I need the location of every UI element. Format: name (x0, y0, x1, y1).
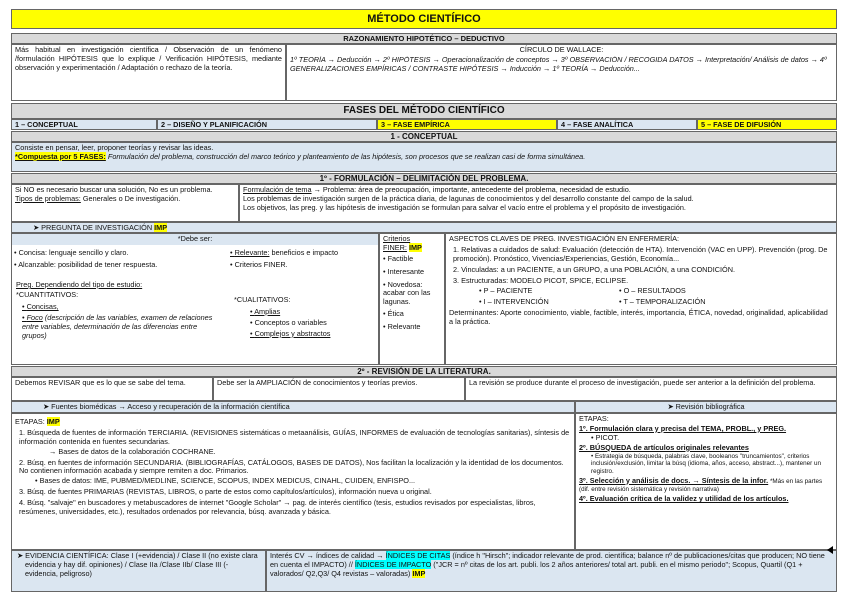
tab-difusion[interactable]: 5 – FASE DE DIFUSIÓN (697, 119, 837, 130)
aspectos-a3: 3. Estructuradas: MODELO PICOT, SPICE, ECLIPSE. (453, 275, 629, 285)
pregunta-imp: IMP (154, 223, 168, 232)
etapas-imp: IMP (46, 417, 60, 426)
criterio-novedosa: • Novedosa: acabar con las lagunas. (383, 281, 441, 308)
etapas-box: ETAPAS: IMP 1. Búsqueda de fuentes de información TERCIARIA. (REVISIONES sistemáticas o metaanálisis, GUÍAS, INFORMES de evaluación de tecnologías sanitarias), síntesis de información contenida en fuentes secundarias. → Bases de datos de la colaboración COCHRANE. 2. Búsq. en fuentes de información SECUNDARIA. (BIBLIOGRAFÍAS, CATÁLOGOS, BASES DE DATOS), Nos facilitan la localización y la identidad de los documentos. No contienen información acabada y siempre remiten a doc. Primarios. • Bases de datos: IME, PUBMED/MEDLINE, SCIENCE, SCOPUS, INDEX MEDICUS, CINAHL, CUIDEN, ENFISPO... 3. Búsq. de fuentes PRIMARIAS (REVISTAS, LIBROS, o parte de estos como capítulos/artículos), información nueva u original. 4. Búsq. "salvaje" en buscadores y metabuscadores de internet "Google Scholar" → pag. de interés científico (tesis, estudios revisados por especialistas, libros, resúmenes, universidades, etc.), resultados ordenados por relevancia, búsq. avanzada y básica. (11, 413, 575, 550)
picot-o: • O – RESULTADOS (619, 287, 686, 296)
formulacion-tema-label: Formulación de tema (243, 185, 312, 194)
evidencia-text: EVIDENCIA CIENTÍFICA: Clase I (+evidencia) / Clase II (no existe clara evidencia y hay dif. opiniones) / Clase IIa /Clase IIb/ Clase III (- evidencia, peligroso) (25, 551, 258, 578)
pregunta-label: ➤ PREGUNTA DE INVESTIGACIÓN (33, 223, 152, 232)
criterios-imp: IMP (408, 242, 422, 252)
debe-r1-label: • Relevante: (230, 248, 269, 257)
interes-box (266, 550, 837, 592)
debe-q2-label: • Foco (22, 313, 43, 322)
conceptual-line1: Consiste en pensar, leer, proponer teorías y revisar las ideas. (15, 143, 214, 152)
debe-c2: • Alcanzable: posibilidad de tener respuesta. (14, 261, 229, 270)
etapas2-box (575, 413, 837, 550)
debe-l3: • Complejos y abstractos (250, 330, 378, 339)
etapas2-s1: 1º. Formulación clara y precisa del TEMA, PROBL., y PREG. (579, 423, 787, 433)
fases-header: FASES DEL MÉTODO CIENTÍFICO (11, 103, 837, 119)
debe-title: *Debe ser: (12, 234, 378, 245)
picot-t: • T – TEMPORALIZACIÓN (619, 298, 706, 307)
etapas2-s1b: • PICOT. (579, 434, 833, 443)
interes-text1: Interés CV → índices de calidad → (270, 551, 384, 560)
formulacion-header: 1º - FORMULACIÓN – DELIMITACIÓN DEL PROBLEMA. (11, 173, 837, 184)
etapa-4: 4. Búsq. "salvaje" en buscadores y metabuscadores de internet "Google Scholar" → pag. de interés científico (tesis, estudios revisados por especialistas, libros, resúmenes, universidades, etc.), resultados ordenados por relevancia, búsq. avanzada y básica. (19, 498, 536, 517)
tab-empirica[interactable]: 3 – FASE EMPÍRICA (377, 119, 557, 130)
tipos-label: Tipos de problemas: (15, 193, 81, 203)
etapas2-s4: 4º. Evaluación crítica de la validez y utilidad de los artículos. (579, 494, 789, 504)
etapa-2b: • Bases de datos: IME, PUBMED/MEDLINE, SCIENCE, SCOPUS, INDEX MEDICUS, CINAHL, CUIDEN, ENFISPO... (15, 477, 571, 486)
etapa-3: 3. Búsq. de fuentes PRIMARIAS (REVISTAS, LIBROS, o parte de estos como capítulos/artículos), información nueva u original. (19, 487, 432, 497)
revision-c3: La revisión se produce durante el proceso de investigación, puede ser anterior a la definición del problema. (465, 377, 837, 401)
formulacion-right (239, 184, 837, 222)
formulacion-left1: Si NO es necesario buscar una solución, No es un problema. (15, 185, 213, 194)
interes-text2: (índice h "Hirsch"; indicador relevante de prod. científica; balance nº de publicaciones/citas que producen; NO tiene en cuenta el IMPACTO) // (270, 551, 825, 569)
tipos-text: Generales o De investigación. (80, 193, 181, 203)
compuesta-text: Formulación del problema, construcción del marco teórico y planteamiento de las hipótesis, son procesos que se realizan casi de forma simultánea. (105, 151, 586, 161)
debe-q1: • Concisas, (22, 303, 222, 312)
criterio-relevante: • Relevante (383, 323, 441, 332)
wallace-box (286, 44, 837, 101)
etapa-1: 1. Búsqueda de fuentes de información TERCIARIA. (REVISIONES sistemáticas o metaanálisis, GUÍAS, INFORMES de evaluación de tecnologías sanitarias), síntesis de información contenida en fuentes secundarias. (19, 427, 570, 446)
pregunta-bar (11, 222, 837, 233)
etapas2-s2b: • Estrategia de búsqueda, palabras clave, booleanos "truncamientos", criterios inclusión/exclusión, limitar la búsq (idioma, años, acceso, abstract...), mantener un registro. (579, 453, 833, 476)
wallace-text: 1º TEORÍA → Deducción → 2º HIPÓTESIS → Operacionalización de conceptos → 3º OBSERVACIÓN / RECOGIDA DATOS → Interpretación/ Análisis de datos → 4º GENERALIZACIONES EMPÍRICAS / CONTRASTE HIPÓTESIS → Inducción → 1º TEORÍA → Deducción... (290, 55, 827, 73)
debe-l2: • Conceptos o variables (250, 319, 378, 328)
criterio-factible: • Factible (383, 255, 441, 264)
etapas2-s3: 3º. Selección y análisis de docs. → Síntesis de la infor. (579, 475, 769, 485)
aspectos-det: Determinantes: Aporte conocimiento, viable, factible, interés, importancia, ÉTICA, novedad, originalidad, aplicabilidad a la práctica. (449, 308, 828, 327)
debe-l1: • Amplias (250, 308, 378, 317)
fuentes-label: ➤ Fuentes biomédicas → Acceso y recuperación de la información científica (43, 402, 290, 411)
formulacion-right2: Los problemas de investigación surgen de la práctica diaria, de lagunas de conocimientos y del desarrollo constante del campo de la salud. (243, 193, 694, 203)
conceptual-header: 1 - CONCEPTUAL (11, 131, 837, 142)
compuesta-label: *Compuesta por 5 FASES: (15, 151, 106, 161)
revision-header: 2º - REVISIÓN DE LA LITERATURA. (11, 366, 837, 377)
indices-impacto: ÍNDICES DE IMPACTO (354, 559, 432, 569)
revision-c2: Debe ser la AMPLIACIÓN de conocimientos y teorías previos. (213, 377, 465, 401)
formulacion-left (11, 184, 239, 222)
biblio-label: ➤ Revisión bibliográfica (667, 402, 744, 411)
etapas2-s2: 2º. BÚSQUEDA de artículos originales relevantes (579, 442, 749, 452)
debe-r2: • Criterios FINER. (230, 261, 378, 270)
revision-c1: Debemos REVISAR que es lo que se sabe del tema. (11, 377, 213, 401)
page-title: MÉTODO CIENTÍFICO (11, 9, 837, 29)
aspectos-a2: 2. Vinculadas: a un PACIENTE, a un GRUPO, a una POBLACIÓN, a una CONDICIÓN. (453, 264, 735, 274)
picot-p: • P – PACIENTE (479, 287, 619, 296)
aspectos-box (445, 233, 837, 365)
etapas-title: ETAPAS: (15, 417, 45, 426)
debe-preg: Preg. Dependiendo del tipo de estudio: (16, 280, 143, 289)
wallace-title: CÍRCULO DE WALLACE: (519, 45, 604, 54)
aspectos-title: ASPECTOS CLAVES DE PREG. INVESTIGACIÓN EN ENFERMERÍA: (449, 234, 680, 243)
evidencia-box: ➤ EVIDENCIA CIENTÍFICA: Clase I (+evidencia) / Clase II (no existe clara evidencia y hay dif. opiniones) / Clase IIa /Clase IIb/ Clase III (- evidencia, peligroso) (11, 550, 266, 592)
debe-c1: • Concisa: lenguaje sencillo y claro. (14, 249, 229, 258)
indices-citas: ÍNDICES DE CITAS (385, 551, 451, 560)
tab-conceptual[interactable]: 1 – CONCEPTUAL (11, 119, 157, 130)
debe-q2-text: (descripción de las variables, examen de relaciones entre variables, determinación de las diferencias entre grupos) (22, 312, 213, 340)
formulacion-tema-text: → Problema: área de preocupación, importante, antecedente del problema, necesidad de estudio. (311, 185, 631, 194)
razonamiento-left: Más habitual en investigación científica / Observación de un fenómeno /formulación HIPÓTESIS que lo explique / Verificación HIPÓTESIS, mediante observación y experimentación / Adaptación o rechazo de la teoría. (11, 44, 286, 101)
aspectos-a1: 1. Relativas a cuidados de salud: Evaluación (detección de HTA). Intervención (VAC en UPP). Prevención (prog. De promoción). Pronóstico, Vivencias/Experiencias, Gestión, Economía... (453, 244, 828, 263)
scroll-arrow-icon[interactable] (827, 546, 833, 554)
criterios-finer: FINER: (383, 242, 407, 252)
fuentes-bar (11, 401, 575, 413)
debe-cuali: *CUALITATIVOS: (234, 295, 291, 304)
etapas2-s3b: *Más en las partes (dif. entre revisión sistemática y revisión narrativa) (579, 477, 823, 494)
tab-diseno[interactable]: 2 – DISEÑO Y PLANIFICACIÓN (157, 119, 377, 130)
etapa-1b: Bases de datos de la colaboración COCHRANE. (58, 446, 216, 456)
picot-i: • I – INTERVENCIÓN (479, 298, 619, 307)
interes-text3: ("JCR = nº citas de los art. publi. los 2 años anteriores/ total art. publi. en el mismo periodo"; Scopus, Quartil (Q1 + valorados/ Q2,Q3/ Q4 revistas – valoradas) (270, 559, 803, 578)
biblio-bar (575, 401, 837, 413)
formulacion-right3: Los objetivos, las preg. y las hipótesis de investigación se formulan para salvar el vacío entre el problema y el propósito de investigación. (243, 202, 686, 212)
criterios-box (379, 233, 445, 365)
debe-cuanti: *CUANTITATIVOS: (16, 290, 79, 299)
debe-box (11, 233, 379, 365)
criterio-etica: • Ética (383, 310, 441, 319)
etapas2-title: ETAPAS: (579, 414, 609, 423)
tab-analitica[interactable]: 4 – FASE ANALÍTICA (557, 119, 697, 130)
conceptual-box (11, 142, 837, 172)
etapa-2: 2. Búsq. en fuentes de información SECUNDARIA. (BIBLIOGRAFÍAS, CATÁLOGOS, BASES DE DATOS), Nos facilitan la localización y la identidad de los documentos. No contienen información acabada y siempre remiten a doc. Primarios. (19, 457, 564, 476)
razonamiento-header: RAZONAMIENTO HIPOTÉTICO – DEDUCTIVO (11, 33, 837, 44)
criterios-title: Criterios (383, 234, 411, 243)
debe-r1-text: beneficios e impacto (269, 248, 339, 257)
criterio-interesante: • Interesante (383, 268, 441, 277)
interes-imp: IMP (412, 568, 426, 578)
fases-tabs (11, 119, 837, 130)
